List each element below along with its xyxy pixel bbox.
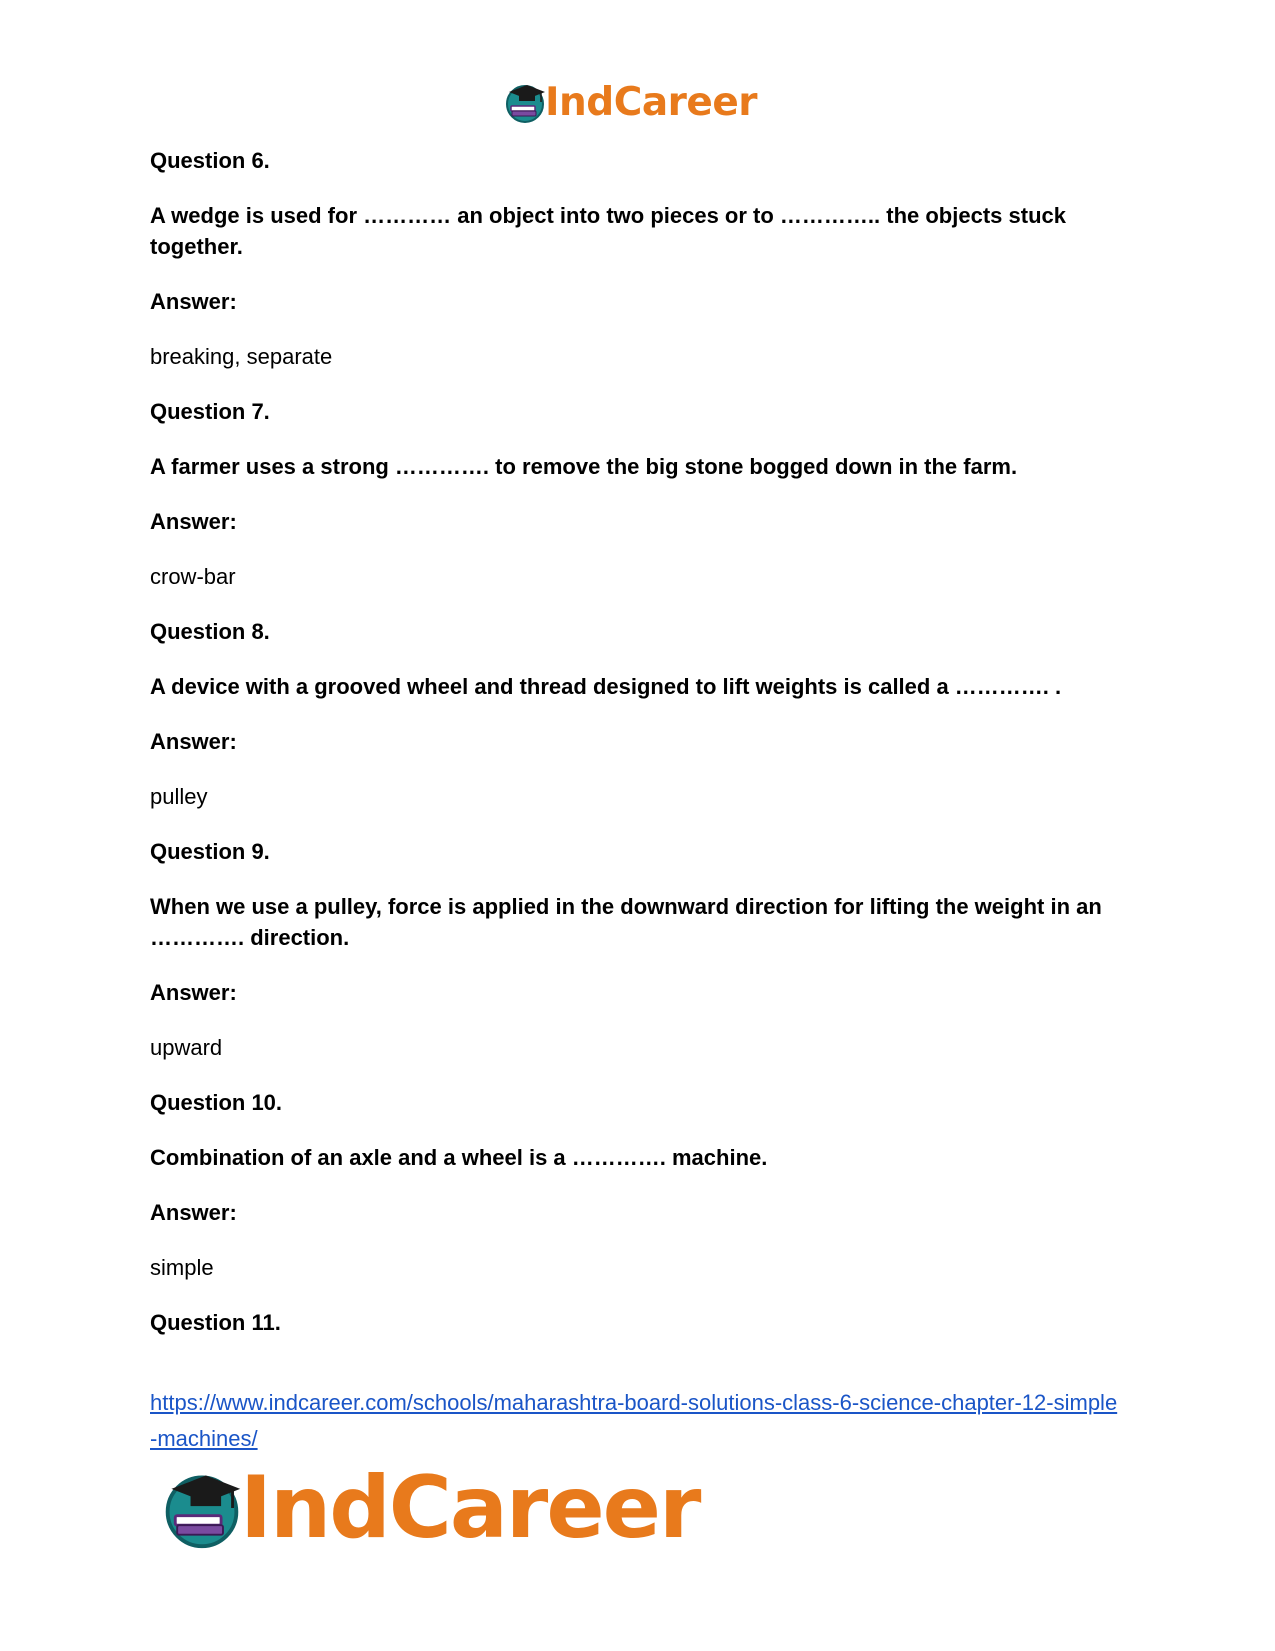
question-text: When we use a pulley, force is applied in the downward direction for lifting the weight in an …………. direction. <box>150 894 1102 950</box>
question-number: Question 11. <box>150 1310 281 1335</box>
graduation-cap-book-globe-icon <box>503 80 547 124</box>
question-number: Question 8. <box>150 619 270 644</box>
answer-label: Answer: <box>150 1200 237 1225</box>
question-number: Question 10. <box>150 1090 283 1115</box>
answer-label: Answer: <box>150 980 237 1005</box>
qa-item <box>150 396 1120 592</box>
logo-wordmark: IndCareer <box>240 1458 700 1558</box>
qa-item <box>150 145 1120 372</box>
footer-logo <box>160 1458 700 1558</box>
qa-content <box>150 145 1120 1338</box>
source-link[interactable]: https://www.indcareer.com/schools/maharashtra-board-solutions-class-6-science-chapter-12-simple-machines/ <box>150 1390 1118 1451</box>
answer-label: Answer: <box>150 289 237 314</box>
qa-item <box>150 1087 1120 1283</box>
answer-text: crow-bar <box>150 564 236 589</box>
logo-wordmark: IndCareer <box>545 79 757 125</box>
answer-text: simple <box>150 1255 214 1280</box>
answer-text: pulley <box>150 784 208 809</box>
answer-text: upward <box>150 1035 223 1060</box>
question-text: A farmer uses a strong …………. to remove the big stone bogged down in the farm. <box>150 454 1018 479</box>
answer-text: breaking, separate <box>150 344 333 369</box>
question-text: Combination of an axle and a wheel is a …………. machine. <box>150 1145 768 1170</box>
question-number: Question 9. <box>150 839 270 864</box>
answer-label: Answer: <box>150 509 237 534</box>
header-logo <box>503 78 757 126</box>
question-number: Question 7. <box>150 399 270 424</box>
question-number: Question 6. <box>150 148 270 173</box>
qa-item <box>150 836 1120 1063</box>
qa-item <box>150 616 1120 812</box>
question-text: A wedge is used for ………… an object into two pieces or to ………….. the objects stuck together. <box>150 203 1066 259</box>
answer-label: Answer: <box>150 729 237 754</box>
question-text: A device with a grooved wheel and thread designed to lift weights is called a …………. . <box>150 674 1062 699</box>
graduation-cap-book-globe-icon <box>160 1466 244 1550</box>
